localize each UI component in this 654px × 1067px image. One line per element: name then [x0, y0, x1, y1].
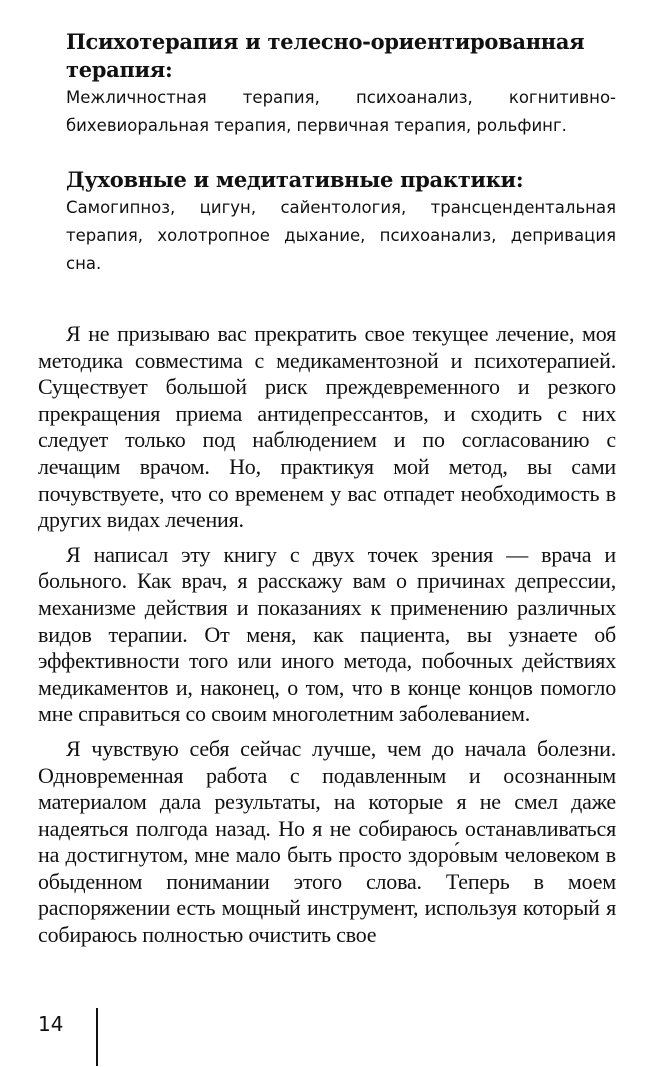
page-content [38, 28, 616, 957]
section-body: Межличностная терапия, психоанализ, когнитивно-бихевиоральная терапия, первичная терапия, рольфинг. [66, 88, 616, 135]
section-body: Самогипноз, цигун, сайентология, трансцендентальная терапия, холотропное дыхание, психоанализ, депривация сна. [66, 198, 616, 273]
body-paragraph: Я чувствую себя сейчас лучше, чем до начала болезни. Одновременная работа с подавленным и осознанным материалом дала результаты, на которые я не смел даже надеяться полгода назад. Но я не собираюсь останавливаться на достигнутом, мне мало быть просто здоро́вым человеком в обыденном понимании этого слова. Теперь в моем распоряжении есть мощный инструмент, используя который я собираюсь полностью очистить свое [38, 735, 616, 948]
section-psychotherapy [66, 28, 616, 140]
section-title: Психотерапия и телесно-ориентированная терапия: [66, 29, 585, 82]
section-spiritual [66, 166, 616, 278]
footer-divider [96, 1008, 98, 1066]
body-paragraph: Я написал эту книгу с двух точек зрения — врача и больного. Как врач, я расскажу вам о причинах депрессии, механизме действия и показаниях к применению различных видов терапии. От меня, как пациента, вы узнаете об эффективности того или иного метода, побочных действиях медикаментов и, наконец, о том, что в конце концов помогло мне справиться со своим многолетним заболеванием. [38, 541, 616, 727]
page-number: 14 [38, 1012, 64, 1036]
section-title: Духовные и медитативные практики: [66, 167, 524, 192]
body-paragraph: Я не призываю вас прекратить свое текущее лечение, моя методика совместима с медикаментозной и психотерапией. Существует большой риск преждевременного и резкого прекращения приема антидепрессантов, и сходить с них следует только под наблюдением и по согласованию с лечащим врачом. Но, практикуя мой метод, вы сами почувствуете, что со временем у вас отпадет необходимость в других видах лечения. [38, 321, 616, 533]
